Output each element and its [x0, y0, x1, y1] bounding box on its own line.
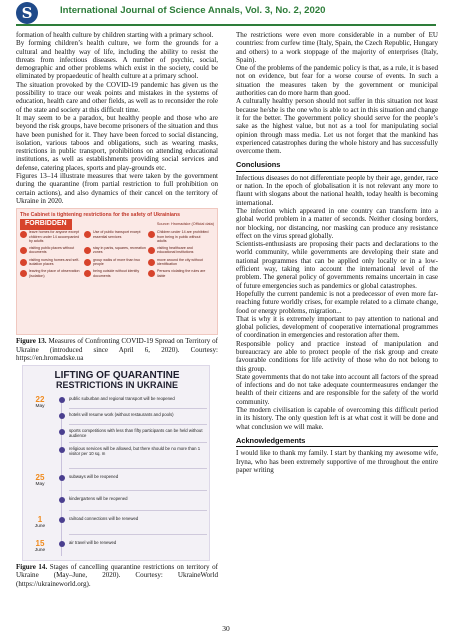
conclusions-heading: Conclusions: [236, 161, 438, 171]
timeline-text: railroad connections will be renewed: [69, 516, 139, 522]
figure-14-image: [22, 365, 210, 561]
paragraph: Hopefully the current pandemic is not a predecessor of even more far-reaching future worldly crises, for example related to a climate change, food or energy problems, migration...: [236, 289, 438, 315]
restriction-item: leaving the place of observation (isolation): [29, 269, 80, 278]
figure-13-caption: [16, 337, 218, 362]
timeline-date: 22 May: [35, 395, 45, 410]
divider: [69, 442, 207, 443]
page-header: [0, 0, 452, 28]
bullet-icon: [59, 397, 65, 403]
timeline-text: subways will be reopened: [69, 474, 119, 480]
timeline-text: hotels will resume work (without restaurants and pools): [69, 412, 174, 418]
prohibition-icon: [84, 231, 91, 238]
bullet-icon: [59, 497, 65, 503]
prohibition-icon: [20, 259, 27, 266]
restriction-item: Use of public transport except essential services: [93, 230, 141, 239]
paragraph: By forming children’s health culture, we form the grounds for a cultural and healthy way of life, including the ability to resist the threats from infectious diseases. A number of psychic, social, demographic and other problems which exist in the society, could be eliminated by propaedeutic of health culture at a primary school.: [16, 39, 218, 81]
figure-14-title-line2: RESTRICTIONS IN UKRAINE: [55, 380, 178, 391]
bullet-icon: [59, 413, 65, 419]
caption-text: Stages of cancelling quarantine restrictions on territory of Ukraine (May–June, 2020). Courtesy: UkraineWorld (https://ukraineworld.org).: [16, 563, 218, 588]
figure-label: Figure 13.: [16, 337, 47, 346]
timeline-text: religious services will be allowed, but there should be no more than 1 visitor per 10 sq. m: [69, 446, 201, 457]
figure-13-grid: [20, 230, 214, 281]
restriction-item: being outside without identity documents: [93, 269, 140, 278]
prohibition-icon: [20, 247, 27, 254]
timeline-text: sports competitions with less than fifty participants can be held without audience: [69, 428, 203, 439]
restriction-item: stay in parks, squares, recreation zones: [93, 246, 146, 255]
paragraph: The infection which appeared in one country can transform into a global world problem in a matter of seconds. Neither closing borders, nor blocking, nor distancing, nor masking can produce any resistance effect on the virus spread globally.: [236, 206, 438, 240]
paragraph: I would like to thank my family. I start by thanking my awesome wife, Iryna, who has been extremely supportive of me throughout the entire paper writing: [236, 449, 438, 474]
paragraph: Infectious diseases do not differentiate people by their age, gender, race or nation. In the epoch of globalisation it is not relevant any more to flaunt with slogans about the national health, today health is becoming international.: [236, 173, 438, 207]
timeline-date: 1 June: [34, 515, 46, 530]
divider: [69, 408, 207, 409]
prohibition-icon: [84, 270, 91, 277]
restriction-item: Children under 14 are prohibited from being in public without adults: [157, 230, 209, 243]
restriction-item: Persons violating the rules are liable: [157, 269, 206, 278]
divider: [69, 510, 207, 511]
forbidden-banner: FORBIDDEN: [20, 219, 72, 229]
paragraph: That is why it is extremely important to pay attention to national and global policies, development of cooperative international programmes of coordination in emergencies and restoration after them.: [236, 314, 438, 340]
header-rule: [16, 24, 436, 26]
timeline-text: kindergartens will be reopened: [69, 496, 128, 502]
prohibition-icon: [148, 259, 155, 266]
paragraph: formation of health culture by children starting with a primary school.: [16, 31, 214, 39]
timeline-text: public suburban and regional transport will be reopened: [69, 396, 175, 402]
bullet-icon: [59, 517, 65, 523]
figure-14-title-line1: LIFTING OF QUARANTINE: [54, 370, 180, 382]
figure-13-title: The Cabinet is tightening restrictions for the safety of Ukrainians: [20, 212, 180, 219]
paragraph: It may seem to be a paradox, but healthy people and those who are beyond the risk groups, have become prisoners of the situation and thus have been punished for it. They have been forced to social distancing, isolation, various taboos and obligations, such as wearing masks, restrictions in public transport, prohibitions on attending educational institutions, as well as establishments providing social services and defense, catering places, sports and play-grounds etc.: [16, 113, 218, 172]
figure-14-caption: [16, 563, 218, 588]
page-number: 30: [222, 624, 230, 633]
paragraph: A culturally healthy person should not suffer in this situation not least because he/she is the one who is able to act in this situation and change it for the better. The government policy should serve for the people’s sake as the highest value, but not as a tool for manipulating social opinion through mass media. Let us not forget that the mankind has experienced catastrophes during the whole history and has successfully overcome them.: [236, 97, 438, 156]
restriction-item: leave homes for anyone except children under 14 accompanied by adults: [29, 230, 80, 243]
restriction-item: visiting nursing homes and self-isolation places: [29, 257, 80, 267]
paragraph: Figures 13–14 illustrate measures that were taken by the government during the quarantine (from partial restriction to full prohibition on certain actions), and also dynamics of their cancel on the territory of Ukraine in 2020.: [16, 172, 218, 205]
restriction-item: group walks of more than two people: [93, 257, 140, 267]
journal-title: International Journal of Science Annals, Vol. 3, No. 2, 2020: [60, 5, 326, 16]
journal-logo: S: [16, 2, 38, 24]
caption-text: Measures of Confronting COVID-19 Spread on Territory of Ukraine (introduced since April 6, 2020). Courtesy: https://en.hromadske.ua: [16, 337, 219, 362]
figure-13-source: Source: Hromadske (Official data): [156, 222, 214, 227]
paragraph: The situation provoked by the COVID-19 pandemic has given us the possibility to trace our weak points and mistakes in the systems of education, health care and other fields, as well as to reconsider the role of the state and society at this difficult time.: [16, 80, 218, 114]
prohibition-icon: [148, 231, 155, 238]
prohibition-icon: [148, 247, 155, 254]
timeline-text: air travel will be renewed: [69, 540, 117, 546]
bullet-icon: [59, 475, 65, 481]
timeline-date: 25 May: [35, 473, 45, 488]
paragraph: The restrictions were even more considerable in a number of EU countries: from curfew time (Italy, Spain, the Czech Republic, Hungary and others) to a work stoppage of the majority of enterprises (Italy, Spain).: [236, 31, 438, 64]
paragraph: The modern civilisation is capable of overcoming this difficult period in its history. The only question left is at what cost it will be done and what conclusion we will make.: [236, 406, 438, 431]
prohibition-icon: [84, 259, 91, 266]
bullet-icon: [59, 541, 65, 547]
right-column: [236, 31, 438, 474]
restriction-item: move around the city without identification: [157, 257, 203, 267]
prohibition-icon: [20, 270, 27, 277]
paragraph: State governments that do not take into account all factors of the spread of infections and do not take adequate countermeasures endanger the health of their citizens and are responsible for the safety of the world community.: [236, 372, 438, 406]
timeline-date: 15 June: [34, 539, 46, 554]
figure-label: Figure 14.: [16, 563, 48, 572]
figure-13-image: [16, 208, 218, 335]
prohibition-icon: [84, 247, 91, 254]
acknowledgements-heading: Acknowledgements: [236, 437, 438, 447]
divider: [69, 424, 207, 425]
paragraph: Scientists-enthusiasts are proposing their pacts and declarations to the world community, while governments are developing their state and national programmes that can be applied only locally or in a low-efficient way, taking into account the international level of the problem. The general policy of governments remains uncertain in case of future emergencies such as pandemics or global catastrophes.: [236, 240, 438, 290]
left-column: [16, 31, 218, 588]
paragraph: Responsible policy and practice instead of manipulation and bureaucracy are able to protect people of the risk group and create favourable conditions for life activity of those who do not belong to this group.: [236, 339, 438, 373]
paragraph: One of the problems of the pandemic policy is that, as a rule, it is based not on evidence, but fear for a worse course of events. In such a situation the measures taken by the government or municipal authorities can do more harm than good.: [236, 64, 438, 98]
restriction-item: visiting healthcare and educational institutions: [157, 246, 194, 255]
divider: [69, 468, 207, 469]
prohibition-icon: [20, 231, 27, 238]
prohibition-icon: [148, 270, 155, 277]
bullet-icon: [59, 447, 65, 453]
restriction-item: visiting public places without documents: [29, 246, 75, 255]
divider: [69, 490, 207, 491]
bullet-icon: [59, 429, 65, 435]
divider: [69, 534, 207, 535]
